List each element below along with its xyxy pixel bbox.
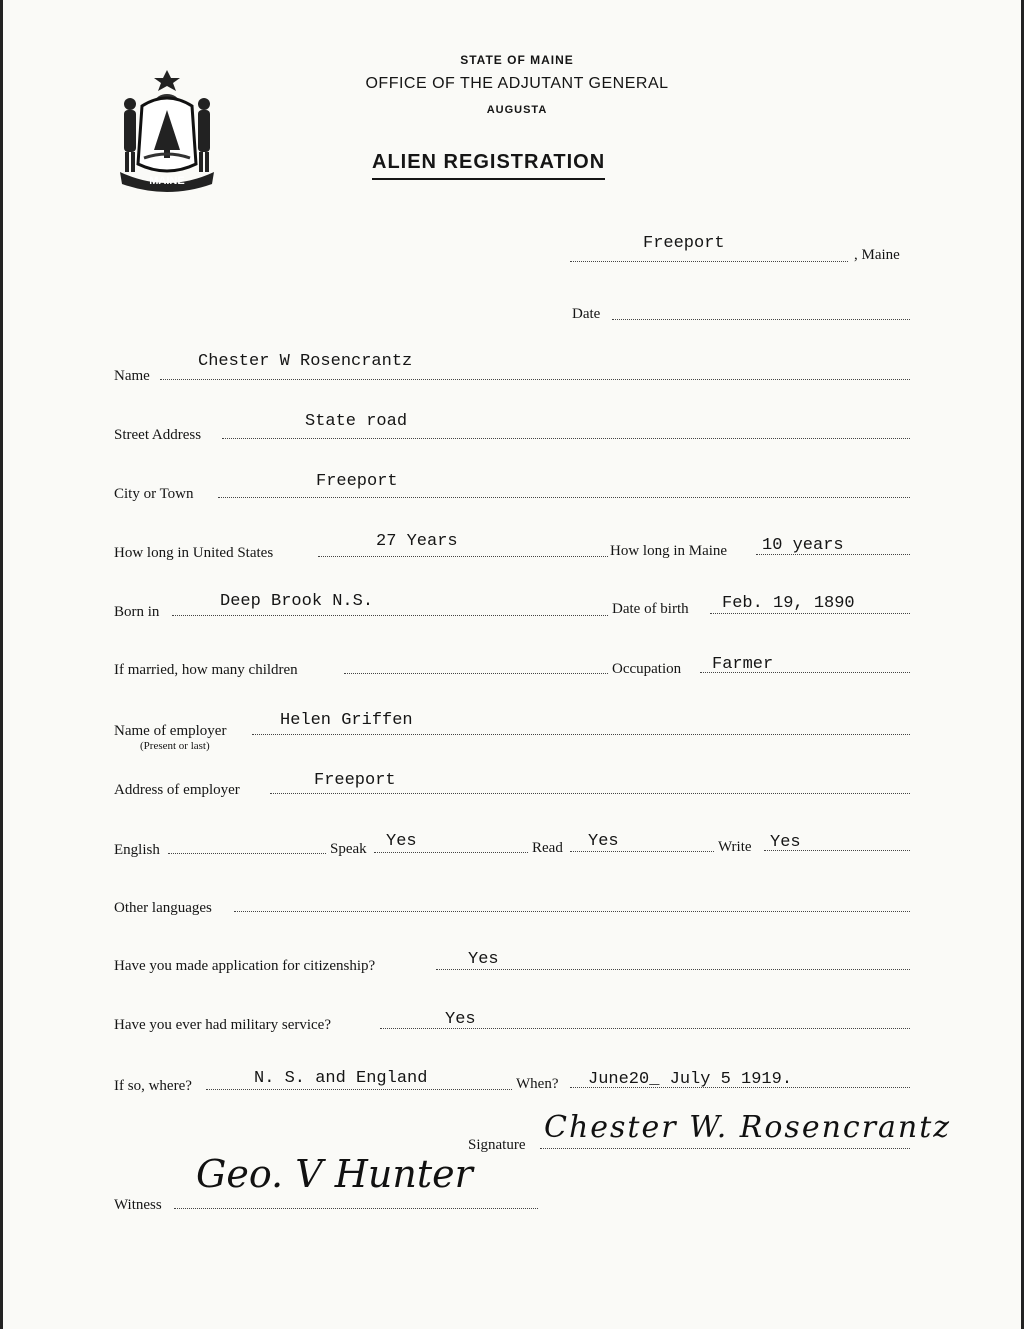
other-languages-line xyxy=(234,911,910,912)
header-state: STATE OF MAINE xyxy=(460,53,574,67)
date-line xyxy=(612,319,910,320)
read-label: Read xyxy=(532,840,563,856)
military-value: Yes xyxy=(445,1010,476,1029)
write-label: Write xyxy=(718,839,752,855)
header-city: AUGUSTA xyxy=(486,104,548,116)
citizenship-value: Yes xyxy=(468,950,499,969)
speak-value: Yes xyxy=(386,832,417,851)
witness-label: Witness xyxy=(114,1197,162,1213)
how-long-us-label: How long in United States xyxy=(114,545,274,561)
employer-name-line xyxy=(252,734,910,735)
witness-handwriting: Geo. V Hunter xyxy=(196,1152,473,1196)
employer-address-line xyxy=(270,793,910,794)
born-in-label: Born in xyxy=(114,604,160,620)
married-children-label: If married, how many children xyxy=(114,662,298,678)
speak-line xyxy=(374,852,528,853)
how-long-maine-label: How long in Maine xyxy=(610,543,728,559)
signature-line xyxy=(540,1148,910,1149)
street-line xyxy=(222,438,910,439)
signature-handwriting: Chester W. Rosencrantz xyxy=(544,1110,952,1145)
where-value: N. S. and England xyxy=(254,1069,428,1088)
witness-line xyxy=(174,1208,538,1209)
date-of-birth-value: Feb. 19, 1890 xyxy=(722,594,855,613)
city-line xyxy=(218,497,910,498)
write-value: Yes xyxy=(770,833,801,852)
maine-state-seal-icon xyxy=(114,68,220,192)
date-of-birth-label: Date of birth xyxy=(612,601,689,617)
occupation-value: Farmer xyxy=(712,655,774,674)
signature-label: Signature xyxy=(468,1137,526,1153)
born-in-line xyxy=(172,615,608,616)
citizenship-label: Have you made application for citizenship? xyxy=(114,958,376,974)
read-line xyxy=(570,851,714,852)
form-title: ALIEN REGISTRATION xyxy=(372,151,605,180)
occupation-label: Occupation xyxy=(612,661,682,677)
town-value: Freeport xyxy=(643,234,725,253)
date-of-birth-line xyxy=(710,613,910,614)
header-office: OFFICE OF THE ADJUTANT GENERAL xyxy=(365,75,669,92)
english-label: English xyxy=(114,842,160,858)
street-value: State road xyxy=(305,412,408,431)
born-in-value: Deep Brook N.S. xyxy=(220,592,374,611)
name-value: Chester W Rosencrantz xyxy=(198,352,413,371)
english-line xyxy=(168,853,326,854)
when-label: When? xyxy=(516,1076,559,1092)
employer-name-value: Helen Griffen xyxy=(280,711,413,730)
date-label: Date xyxy=(572,306,601,322)
where-label: If so, where? xyxy=(114,1078,192,1094)
how-long-us-value: 27 Years xyxy=(376,532,458,551)
citizenship-line xyxy=(436,969,910,970)
employer-note: (Present or last) xyxy=(140,740,210,752)
seal-banner-text: MAINE xyxy=(149,175,185,187)
other-languages-label: Other languages xyxy=(114,900,212,916)
employer-name-label: Name of employer xyxy=(114,723,227,739)
how-long-maine-value: 10 years xyxy=(762,536,844,555)
name-label: Name xyxy=(114,368,150,384)
city-label: City or Town xyxy=(114,486,194,502)
how-long-us-line xyxy=(318,556,608,557)
when-value: June20_ July 5 1919. xyxy=(588,1070,793,1089)
street-label: Street Address xyxy=(114,427,202,443)
speak-label: Speak xyxy=(330,841,367,857)
name-line xyxy=(160,379,910,380)
maine-label: , Maine xyxy=(854,247,900,263)
employer-address-value: Freeport xyxy=(314,771,396,790)
read-value: Yes xyxy=(588,832,619,851)
where-line xyxy=(206,1089,512,1090)
married-children-line xyxy=(344,673,608,674)
employer-address-label: Address of employer xyxy=(114,782,240,798)
city-value: Freeport xyxy=(316,472,398,491)
town-line xyxy=(570,261,848,262)
military-label: Have you ever had military service? xyxy=(114,1017,331,1033)
